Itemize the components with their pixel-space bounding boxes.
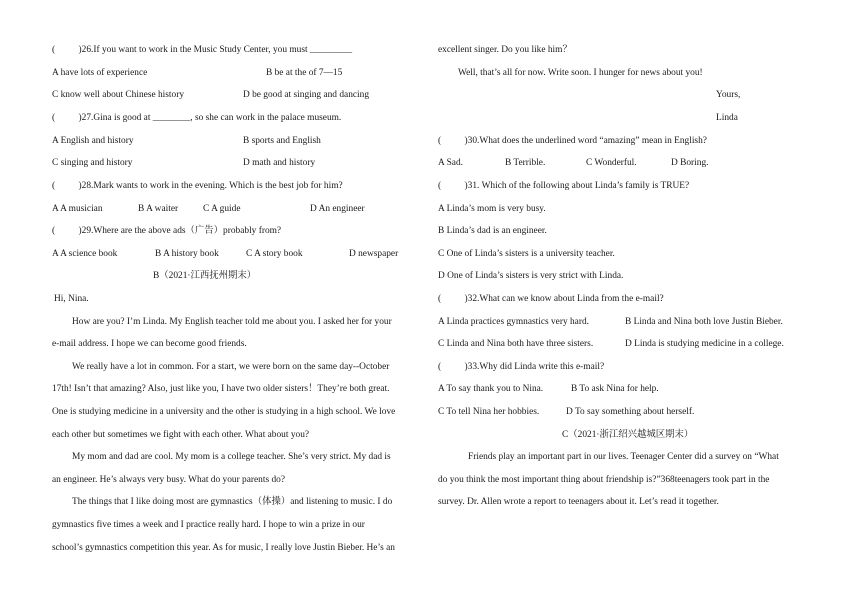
q27-option-c: C singing and history (52, 158, 133, 168)
q27-option-a: A English and history (52, 136, 134, 146)
question-26: ( )26.If you want to work in the Music Study Center, you must _________ (52, 45, 353, 55)
q30-option-c: C Wonderful. (586, 158, 637, 168)
letter-paragraph-2-line-1: We really have a lot in common. For a start, we were born on the same day--October (72, 362, 390, 372)
question-30: ( )30.What does the underlined word “amazing” mean in English? (438, 136, 707, 146)
q29-option-c: C A story book (246, 249, 303, 259)
letter-paragraph-2-line-3: One is studying medicine in a university and the other is studying in a high school. We love (52, 407, 396, 417)
q29-option-a: A A science book (52, 249, 118, 259)
letter-paragraph-2-line-2: 17th! Isn’t that amazing? Also, just like you, I have two older sisters！They’re both great. (52, 384, 390, 394)
q33-option-d: D To say something about herself. (566, 407, 695, 417)
q31-option-c: C One of Linda’s sisters is a university teacher. (438, 249, 615, 259)
q31-option-b: B Linda’s dad is an engineer. (438, 226, 547, 236)
section-c-heading: C（2021·浙江绍兴越城区期末） (562, 430, 694, 440)
q33-option-c: C To tell Nina her hobbies. (438, 407, 540, 417)
question-33: ( )33.Why did Linda write this e-mail? (438, 362, 605, 372)
q28-option-c: C A guide (203, 204, 241, 214)
letter-paragraph-4-line-2: gymnastics five times a week and I practice really hard. I hope to win a prize in our (52, 520, 365, 530)
letter-paragraph-4-line-1: The things that I like doing most are gymnastics（体操）and listening to music. I do (72, 497, 393, 507)
q27-option-b: B sports and English (243, 136, 321, 146)
q32-option-c: C Linda and Nina both have three sisters. (438, 339, 594, 349)
passage-c-line-3: survey. Dr. Allen wrote a report to teenagers about it. Let’s read it together. (438, 497, 719, 507)
letter-paragraph-1-line-2: e-mail address. I hope we can become good friends. (52, 339, 247, 349)
section-b-heading: B（2021·江西抚州期末） (153, 271, 257, 281)
passage-c-line-1: Friends play an important part in our lives. Teenager Center did a survey on “What (468, 452, 779, 462)
q30-option-a: A Sad. (438, 158, 464, 168)
letter-continuation: excellent singer. Do you like him？ (438, 45, 572, 55)
letter-sign-off: Yours, (716, 90, 741, 100)
question-31: ( )31. Which of the following about Linda’s family is TRUE? (438, 181, 690, 191)
q32-option-d: D Linda is studying medicine in a college. (625, 339, 784, 349)
q26-option-d: D be good at singing and dancing (243, 90, 370, 100)
q27-option-d: D math and history (243, 158, 316, 168)
question-29: ( )29.Where are the above ads（广告）probably from? (52, 226, 282, 236)
q28-option-a: A A musician (52, 204, 103, 214)
q29-option-d: D newspaper (349, 249, 399, 259)
letter-paragraph-2-line-4: each other but sometimes we fight with each other. What about you? (52, 430, 310, 440)
letter-greeting: Hi, Nina. (54, 294, 89, 304)
letter-paragraph-4-line-3: school’s gymnastics competition this year. As for music, I really love Justin Bieber. He’s an (52, 543, 395, 553)
q32-option-a: A Linda practices gymnastics very hard. (438, 317, 589, 327)
q26-option-c: C know well about Chinese history (52, 90, 185, 100)
letter-paragraph-3-line-2: an engineer. He’s always very busy. What do your parents do? (52, 475, 286, 485)
q31-option-a: A Linda’s mom is very busy. (438, 204, 546, 214)
letter-paragraph-3-line-1: My mom and dad are cool. My mom is a college teacher. She’s very strict. My dad is (72, 452, 391, 462)
letter-paragraph-1-line-1: How are you? I’m Linda. My English teacher told me about you. I asked her for your (72, 317, 392, 327)
passage-c-line-2: do you think the most important thing about friendship is?”368teenagers took part in the (438, 475, 770, 485)
q33-option-b: B To ask Nina for help. (571, 384, 659, 394)
question-32: ( )32.What can we know about Linda from the e-mail? (438, 294, 664, 304)
question-28: ( )28.Mark wants to work in the evening. Which is the best job for him? (52, 181, 343, 191)
q30-option-b: B Terrible. (505, 158, 546, 168)
q30-option-d: D Boring. (671, 158, 709, 168)
q28-option-d: D An engineer (310, 204, 365, 214)
q28-option-b: B A waiter (138, 204, 179, 214)
q32-option-b: B Linda and Nina both love Justin Bieber. (625, 317, 783, 327)
letter-closing-paragraph: Well, that’s all for now. Write soon. I hunger for news about you! (458, 68, 703, 78)
letter-signature-name: Linda (716, 113, 738, 123)
q31-option-d: D One of Linda’s sisters is very strict with Linda. (438, 271, 624, 281)
q33-option-a: A To say thank you to Nina. (438, 384, 544, 394)
q26-option-a: A have lots of experience (52, 68, 148, 78)
q29-option-b: B A history book (155, 249, 219, 259)
question-27: ( )27.Gina is good at ________, so she can work in the palace museum. (52, 113, 342, 123)
q26-option-b: B be at the of 7—15 (266, 68, 343, 78)
